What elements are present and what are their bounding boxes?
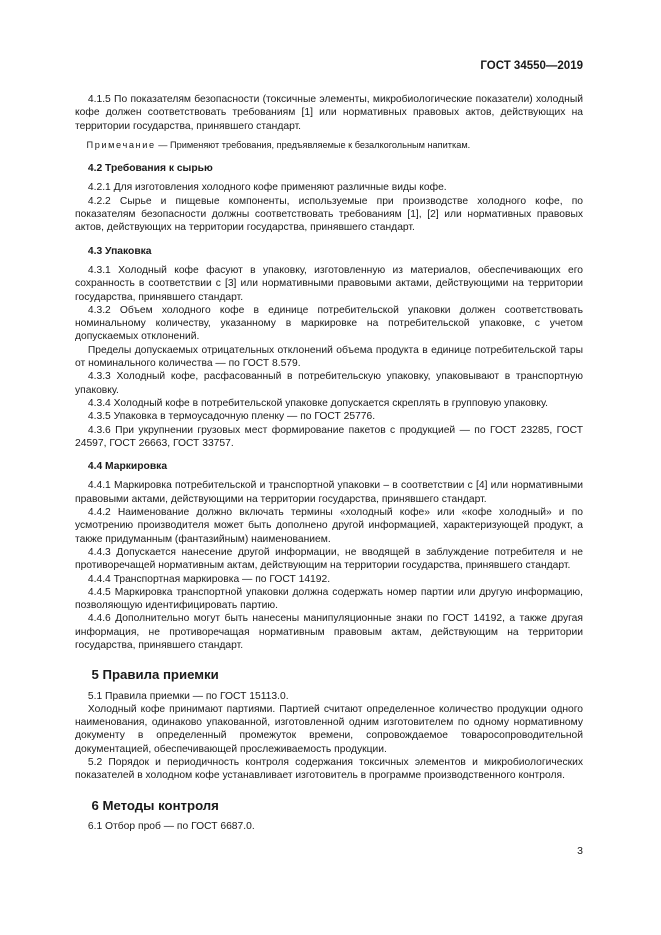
note-label: Примечание <box>86 139 156 150</box>
note-text: — Применяют требования, предъявляемые к безалкогольным напиткам. <box>155 139 471 150</box>
section-4-4-title: 4.4 Маркировка <box>87 461 168 473</box>
paragraph: 4.3.3 Холодный кофе, расфасованный в потребительскую упаковку, упаковывают в транспортную упаковку. <box>75 371 583 396</box>
document-body <box>75 93 583 833</box>
paragraph: 4.4.6 Дополнительно могут быть нанесены манипуляционные знаки по ГОСТ 14192, а также другая информация, не противоречащая нормативным правовым актам, действующим на территории государства, принявшего стандарт. <box>75 613 583 651</box>
section-5-title: 5 Правила приемки <box>91 667 219 683</box>
paragraph: 6.1 Отбор проб — по ГОСТ 6687.0. <box>87 820 255 832</box>
paragraph: Холодный кофе принимают партиями. Партией считают определенное количество продукции одного наименования, одинаково упакованной, изготовленной одним изготовителем по одному нормативному документу в определенный промежуток времени, сопровождаемое товаросопроводительной документацией, обеспечивающей прослеживаемость продукции. <box>75 703 583 755</box>
paragraph: 5.1 Правила приемки — по ГОСТ 15113.0. <box>87 690 289 702</box>
page-number: 3 <box>577 845 583 857</box>
paragraph: 4.3.2 Объем холодного кофе в единице потребительской упаковки должен соответствовать номинальному количеству, указанному в маркировке на потребительской упаковке, с учетом допускаемых отклонений. <box>75 304 583 343</box>
paragraph: 4.4.5 Маркировка транспортной упаковки должна содержать номер партии или другую информацию, позволяющую идентифицировать партию. <box>75 586 583 612</box>
paragraph-4-1-5: 4.1.5 По показателям безопасности (токсичные элементы, микробиологические показатели) холодный кофе должен соответствовать требованиям [1] или нормативных правовых актов, действующих на территории государства, принявшего стандарт. <box>75 94 583 132</box>
paragraph: 4.3.1 Холодный кофе фасуют в упаковку, изготовленную из материалов, обеспечивающих его сохранность в соответствии с [3] или нормативными правовыми актами, действующими на территории государства, принявшего стандарт. <box>75 264 583 303</box>
paragraph: 4.4.3 Допускается нанесение другой информации, не вводящей в заблуждение потребителя и не противоречащей нормативным актам, действующим на территории государства, принявшего стандарт. <box>75 546 583 572</box>
section-4-3-title: 4.3 Упаковка <box>87 245 152 257</box>
paragraph: 4.3.5 Упаковка в термоусадочную пленку — по ГОСТ 25776. <box>87 411 376 423</box>
section-6-title: 6 Методы контроля <box>91 797 219 813</box>
paragraph: 4.2.1 Для изготовления холодного кофе применяют различные виды кофе. <box>87 182 447 194</box>
paragraph: 4.3.4 Холодный кофе в потребительской упаковке допускается скреплять в групповую упаковку. <box>87 397 548 409</box>
document-code: ГОСТ 34550—2019 <box>480 60 583 72</box>
paragraph: 4.3.6 При укрупнении грузовых мест формирование пакетов с продукцией — по ГОСТ 23285, ГОСТ 24597, ГОСТ 26663, ГОСТ 33757. <box>75 424 583 449</box>
paragraph: 4.4.4 Транспортная маркировка — по ГОСТ 14192. <box>87 573 331 585</box>
section-4-2-title: 4.2 Требования к сырью <box>87 163 213 175</box>
note <box>75 139 583 152</box>
paragraph: 5.2 Порядок и периодичность контроля содержания токсичных элементов и микробиологических показателей в холодном кофе устанавливает изготовитель в программе производственного контроля. <box>75 757 583 782</box>
paragraph: 4.4.1 Маркировка потребительской и транспортной упаковки – в соответствии с [4] или нормативными правовыми актами, действующими на территории государства, принявшего стандарт. <box>75 480 583 505</box>
paragraph: Пределы допускаемых отрицательных отклонений объема продукта в единице потребительской тары от номинального количества — по ГОСТ 8.579. <box>75 344 583 370</box>
paragraph: 4.4.2 Наименование должно включать термины «холодный кофе» или «кофе холодный» и по усмотрению производителя может быть дополнено другой информацией, характеризующей продукт, а также придуманным (фантазийным) наименованием. <box>75 507 583 545</box>
paragraph: 4.2.2 Сырье и пищевые компоненты, используемые при производстве холодного кофе, по показателям безопасности должны соответствовать требованиям [1], [2] или нормативных правовых актов, действующих на территории государства, принявшего стандарт. <box>75 195 583 234</box>
